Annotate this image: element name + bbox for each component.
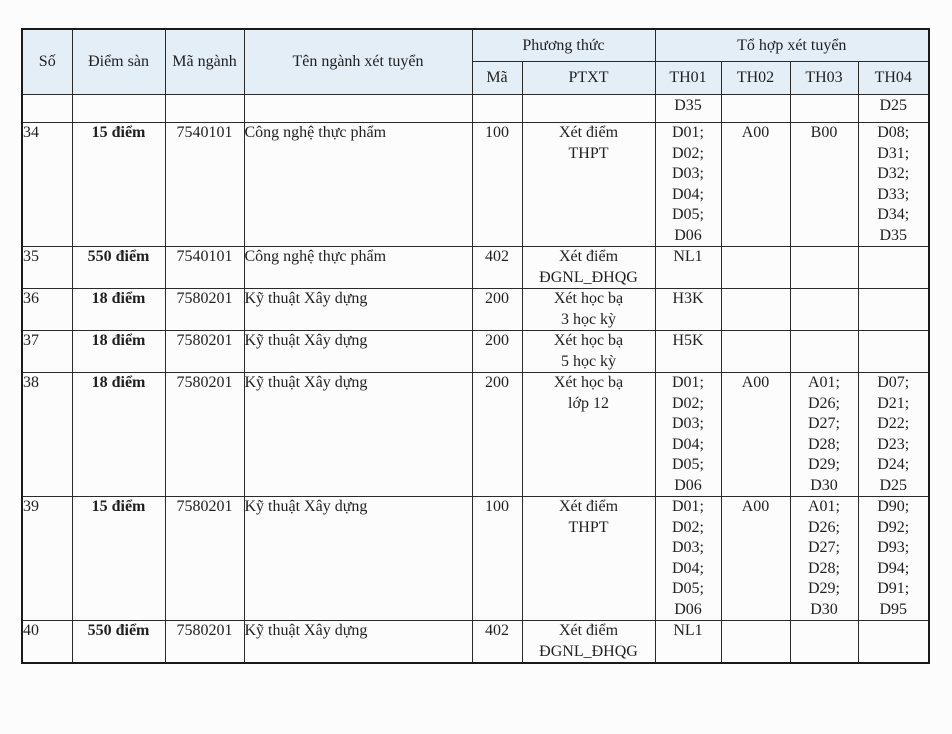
cell-line: D93; xyxy=(877,539,910,556)
header-th03: TH03 xyxy=(790,62,858,95)
cell-ten-nganh: Công nghệ thực phẩm xyxy=(244,123,472,247)
cell-line: D02; xyxy=(672,394,704,412)
cell-th04 xyxy=(858,289,929,331)
cell-line: NL1 xyxy=(673,622,703,639)
header-ma: Mã xyxy=(472,62,522,95)
cell-ma-pt: 200 xyxy=(472,373,522,497)
cell-line: lớp 12 xyxy=(568,394,609,412)
cell-th01 xyxy=(655,95,721,123)
cell-ptxt xyxy=(522,621,655,664)
cell-th02 xyxy=(721,331,790,373)
header-th04: TH04 xyxy=(858,62,929,95)
cell-ma-nganh: 7580201 xyxy=(165,331,244,373)
cell-line: D22; xyxy=(877,415,910,432)
header-ten-nganh: Tên ngành xét tuyển xyxy=(244,29,472,95)
admission-table xyxy=(21,28,930,664)
cell-th03 xyxy=(790,497,858,621)
table-row xyxy=(22,247,929,289)
cell-th04 xyxy=(858,373,929,497)
cell-stt: 36 xyxy=(22,289,72,331)
cell-line: D06 xyxy=(674,226,702,244)
cell-line: D04; xyxy=(672,435,704,453)
cell-line: D31; xyxy=(877,144,910,162)
table-row xyxy=(22,373,929,497)
cell-th04 xyxy=(858,621,929,664)
cell-diem-san: 18 điểm xyxy=(72,331,165,373)
cell-ten-nganh: Công nghệ thực phẩm xyxy=(244,247,472,289)
cell-th03 xyxy=(790,247,858,289)
table-row xyxy=(22,621,929,664)
cell-ten-nganh: Kỹ thuật Xây dựng xyxy=(244,289,472,331)
cell-line: D26; xyxy=(808,394,840,412)
cell-line: D06 xyxy=(674,476,702,494)
cell-stt: 35 xyxy=(22,247,72,289)
cell-line: D29; xyxy=(808,580,840,597)
table-row xyxy=(22,331,929,373)
table-header xyxy=(22,29,929,95)
cell-line: D03; xyxy=(672,415,704,432)
header-th01: TH01 xyxy=(655,62,721,95)
cell-ma-pt: 200 xyxy=(472,331,522,373)
cell-th04 xyxy=(858,497,929,621)
cell-th04 xyxy=(858,331,929,373)
cell-line: THPT xyxy=(568,144,609,162)
cell-line: Xét điểm xyxy=(558,124,619,141)
cell-line: 5 học kỳ xyxy=(560,352,617,370)
cell-line: D91; xyxy=(877,580,910,597)
cell-ten-nganh: Kỹ thuật Xây dựng xyxy=(244,497,472,621)
cell-line: Xét điểm xyxy=(558,248,619,265)
cell-ptxt xyxy=(522,247,655,289)
cell-ma-nganh: 7580201 xyxy=(165,373,244,497)
cell-ma-pt: 100 xyxy=(472,123,522,247)
cell-th02 xyxy=(721,289,790,331)
cell-stt: 38 xyxy=(22,373,72,497)
cell-th02 xyxy=(721,247,790,289)
cell-th02 xyxy=(721,95,790,123)
cell-line: D05; xyxy=(672,206,704,223)
cell-line: D02; xyxy=(672,144,704,162)
cell-line: D03; xyxy=(672,165,704,182)
cell-line: 3 học kỳ xyxy=(560,310,617,328)
header-th02: TH02 xyxy=(721,62,790,95)
cell-ma-nganh: 7540101 xyxy=(165,247,244,289)
cell-diem-san: 550 điểm xyxy=(72,621,165,664)
cell-stt: 39 xyxy=(22,497,72,621)
cell-line: D94; xyxy=(877,559,910,577)
cell-th03 xyxy=(790,373,858,497)
cell-line: Xét điểm xyxy=(558,498,619,515)
cell-line: D26; xyxy=(808,518,840,536)
cell-line: Xét học bạ xyxy=(553,290,624,307)
cell-diem-san: 15 điểm xyxy=(72,123,165,247)
table-row-continuation xyxy=(22,95,929,123)
header-phuong-thuc: Phương thức xyxy=(472,29,655,62)
header-diem-san: Điểm sàn xyxy=(72,29,165,95)
cell-line: ĐGNL_ĐHQG xyxy=(539,642,638,660)
cell-ma-nganh: 7580201 xyxy=(165,289,244,331)
cell-line: D24; xyxy=(877,456,910,473)
cell-line: D25 xyxy=(879,97,908,114)
cell-line: D35 xyxy=(674,97,702,114)
cell-th01 xyxy=(655,123,721,247)
cell-line: ĐGNL_ĐHQG xyxy=(539,268,638,286)
cell-line: NL1 xyxy=(673,248,703,265)
cell-ptxt xyxy=(522,497,655,621)
cell-line: D29; xyxy=(808,456,840,473)
cell-th01 xyxy=(655,247,721,289)
cell-line: D01; xyxy=(672,498,704,515)
cell-ten-nganh: Kỹ thuật Xây dựng xyxy=(244,373,472,497)
cell-ma-pt: 402 xyxy=(472,621,522,664)
cell-line: THPT xyxy=(568,518,609,536)
cell-ptxt xyxy=(522,331,655,373)
table-row xyxy=(22,123,929,247)
cell-line: D90; xyxy=(877,498,910,515)
cell-line: D05; xyxy=(672,456,704,473)
cell-line: H5K xyxy=(672,332,704,349)
cell-line: D23; xyxy=(877,435,910,453)
cell-th02 xyxy=(721,123,790,247)
cell-line: D95 xyxy=(879,600,908,618)
cell-line: H3K xyxy=(672,290,704,307)
cell-stt: 37 xyxy=(22,331,72,373)
cell-line: D30 xyxy=(810,476,838,494)
cell-line: B00 xyxy=(810,124,838,141)
cell-th01 xyxy=(655,373,721,497)
cell-diem-san: 18 điểm xyxy=(72,289,165,331)
cell-th01 xyxy=(655,621,721,664)
cell-th03 xyxy=(790,621,858,664)
cell-line: D92; xyxy=(877,518,910,536)
cell-line: D05; xyxy=(672,580,704,597)
cell-th01 xyxy=(655,331,721,373)
cell-ten-nganh: Kỹ thuật Xây dựng xyxy=(244,331,472,373)
header-ptxt: PTXT xyxy=(522,62,655,95)
cell-line: A00 xyxy=(741,498,770,515)
cell-line: D28; xyxy=(808,559,840,577)
cell-line: D35 xyxy=(879,226,908,244)
cell-line: D27; xyxy=(808,415,840,432)
cell-line: Xét học bạ xyxy=(553,374,624,391)
cell-th04 xyxy=(858,95,929,123)
cell-ma-pt: 100 xyxy=(472,497,522,621)
cell-diem-san: 550 điểm xyxy=(72,247,165,289)
cell-ma-pt: 402 xyxy=(472,247,522,289)
cell-th01 xyxy=(655,289,721,331)
cell-line: Xét điểm xyxy=(558,622,619,639)
cell-line: D04; xyxy=(672,559,704,577)
cell-stt: 40 xyxy=(22,621,72,664)
cell-line: D30 xyxy=(810,600,838,618)
cell-th04 xyxy=(858,247,929,289)
cell-line: Xét học bạ xyxy=(553,332,624,349)
cell-th02 xyxy=(721,373,790,497)
cell-stt: 34 xyxy=(22,123,72,247)
cell-th02 xyxy=(721,621,790,664)
cell-th03 xyxy=(790,95,858,123)
table-row xyxy=(22,497,929,621)
table-body xyxy=(22,95,929,664)
cell-line: D03; xyxy=(672,539,704,556)
cell-th03 xyxy=(790,289,858,331)
cell-th03 xyxy=(790,123,858,247)
header-stt: Số xyxy=(22,29,72,95)
cell-line: A00 xyxy=(741,124,770,141)
cell-line: D32; xyxy=(877,165,910,182)
cell-ten-nganh: Kỹ thuật Xây dựng xyxy=(244,621,472,664)
cell-line: D01; xyxy=(672,374,704,391)
cell-ma-nganh: 7580201 xyxy=(165,497,244,621)
cell-diem-san: 15 điểm xyxy=(72,497,165,621)
cell-line: A01; xyxy=(808,374,840,391)
cell-line: D02; xyxy=(672,518,704,536)
cell-line: D28; xyxy=(808,435,840,453)
cell-line: D01; xyxy=(672,124,704,141)
cell-line: D04; xyxy=(672,185,704,203)
cell-line: D07; xyxy=(877,374,910,391)
header-to-hop: Tổ hợp xét tuyển xyxy=(655,29,929,62)
cell-line: D06 xyxy=(674,600,702,618)
cell-ptxt xyxy=(522,123,655,247)
cell-th04 xyxy=(858,123,929,247)
cell-line: D34; xyxy=(877,206,910,223)
table-row xyxy=(22,289,929,331)
cell-th02 xyxy=(721,497,790,621)
cell-line: A00 xyxy=(741,374,770,391)
cell-th03 xyxy=(790,331,858,373)
cell-line: D33; xyxy=(877,185,910,203)
cell-ma-nganh: 7540101 xyxy=(165,123,244,247)
cell-line: D08; xyxy=(877,124,910,141)
cell-line: D27; xyxy=(808,539,840,556)
header-ma-nganh: Mã ngành xyxy=(165,29,244,95)
cell-th01 xyxy=(655,497,721,621)
cell-diem-san: 18 điểm xyxy=(72,373,165,497)
cell-ma-pt: 200 xyxy=(472,289,522,331)
cell-ptxt xyxy=(522,289,655,331)
cell-line: A01; xyxy=(808,498,840,515)
cell-line: D25 xyxy=(879,476,908,494)
cell-ma-nganh: 7580201 xyxy=(165,621,244,664)
cell-ptxt xyxy=(522,373,655,497)
cell-line: D21; xyxy=(877,394,910,412)
